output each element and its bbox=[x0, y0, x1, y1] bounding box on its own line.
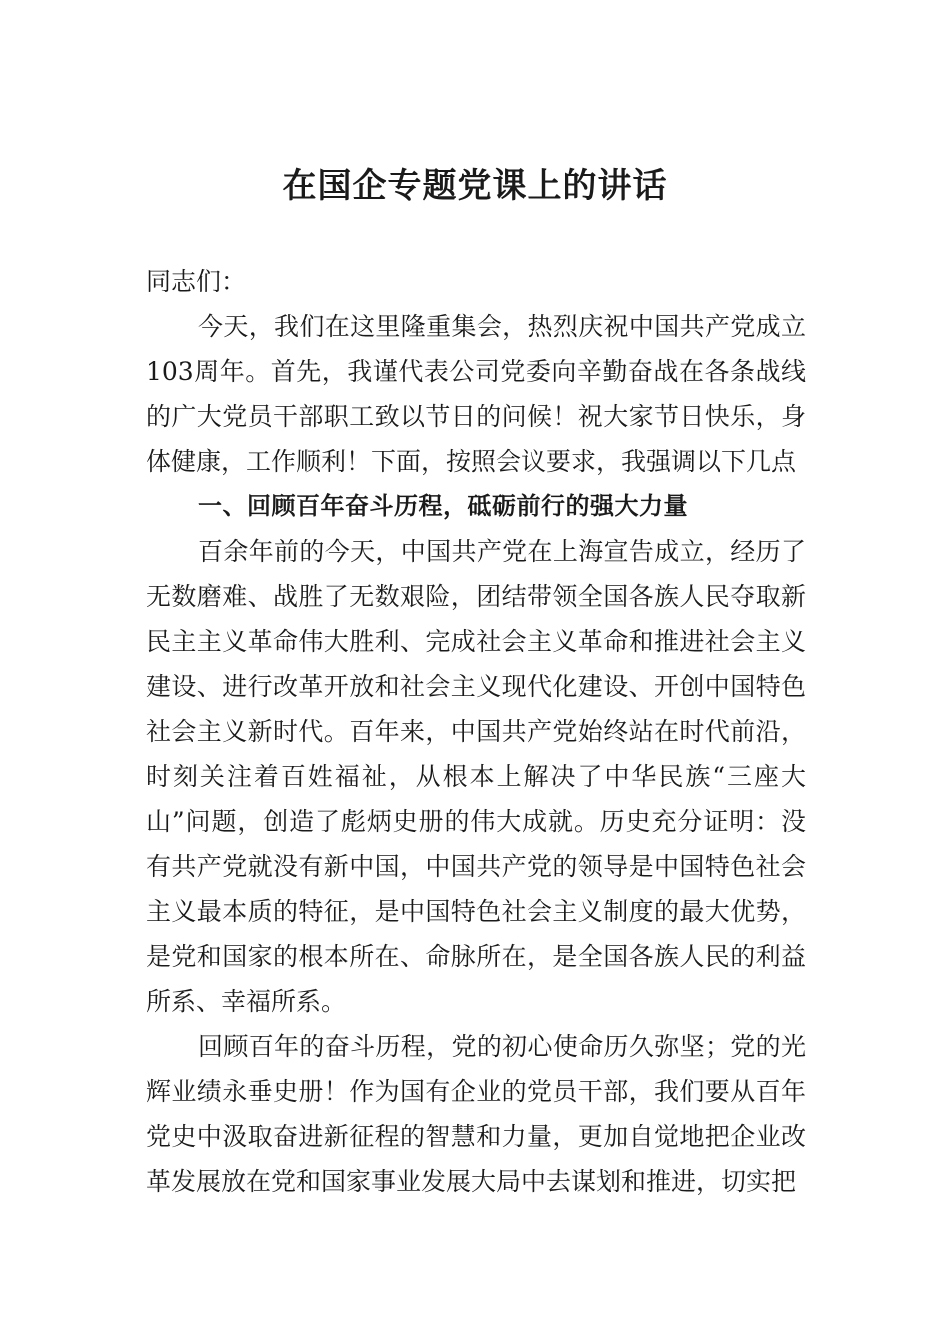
document-title: 在国企专题党课上的讲话 bbox=[282, 166, 668, 206]
section-heading-1: 一、回顾百年奋斗历程，砥砺前行的强大力量 bbox=[198, 492, 688, 520]
paragraph-review: 回顾百年的奋斗历程，党的初心使命历久弥坚；党的光辉业绩永垂史册！作为国有企业的党员干部，我们要从百年党史中汲取奋进新征程的智慧和力量，更加自觉地把企业改革发展放在党和国家事业发展大局中去谋划和推进，切实把 bbox=[146, 1032, 806, 1196]
document-body bbox=[146, 259, 806, 1204]
paragraph-history: 百余年前的今天，中国共产党在上海宣告成立，经历了无数磨难、战胜了无数艰险，团结带领全国各族人民夺取新民主主义革命伟大胜利、完成社会主义革命和推进社会主义建设、进行改革开放和社会主义现代化建设、开创中国特色社会主义新时代。百年来，中国共产党始终站在时代前沿，时刻关注着百姓福祉，从根本上解决了中华民族“三座大山”问题，创造了彪炳史册的伟大成就。历史充分证明：没有共产党就没有新中国，中国共产党的领导是中国特色社会主义最本质的特征，是中国特色社会主义制度的最大优势，是党和国家的根本所在、命脉所在，是全国各族人民的利益所系、幸福所系。 bbox=[146, 537, 806, 1016]
salutation: 同志们： bbox=[146, 267, 247, 296]
paragraph-opening: 今天，我们在这里隆重集会，热烈庆祝中国共产党成立103周年。首先，我谨代表公司党委向辛勤奋战在各条战线的广大党员干部职工致以节日的问候！祝大家节日快乐，身体健康，工作顺利！下面，按照会议要求，我强调以下几点 bbox=[146, 312, 806, 476]
